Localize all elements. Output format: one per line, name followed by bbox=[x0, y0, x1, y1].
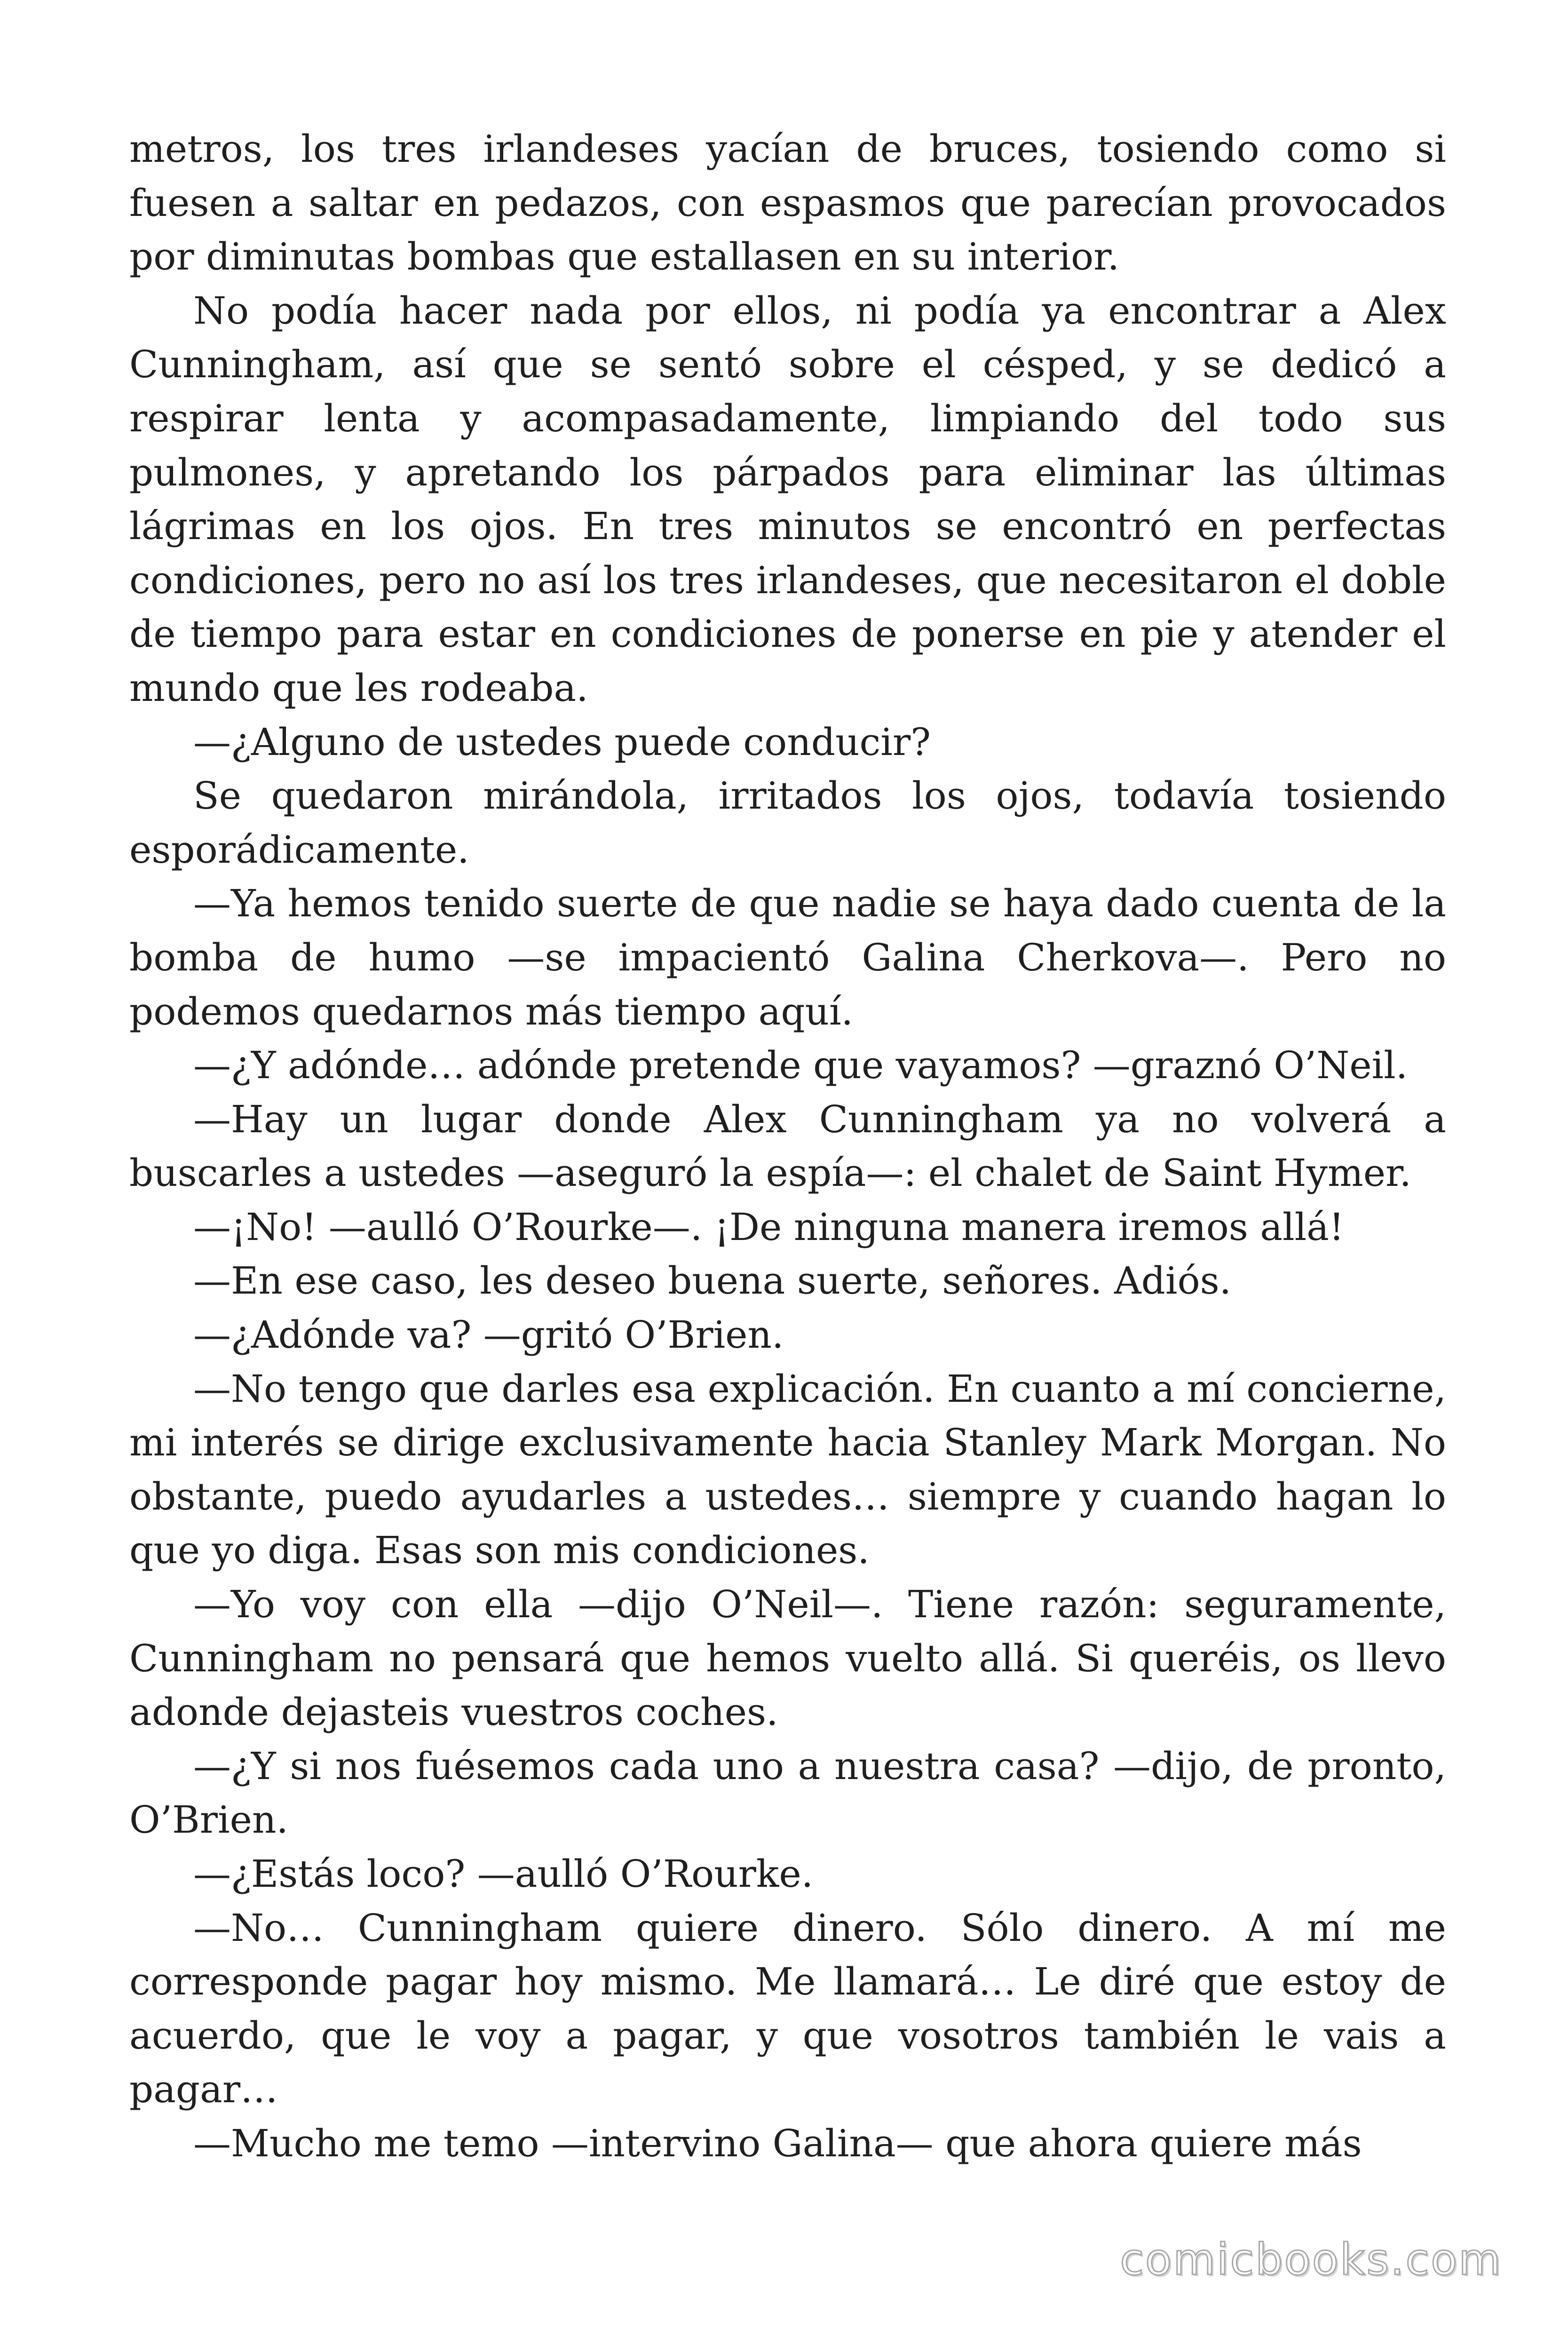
dialogue-line: —Yo voy con ella —dijo O’Neil—. Tiene razón: seguramente, Cunningham no pensará que hemos vuelto allá. Si queréis, os llevo adonde dejasteis vuestros coches. bbox=[129, 1582, 1446, 1734]
dialogue-line: —En ese caso, les deseo buena suerte, señores. Adiós. bbox=[193, 1259, 1232, 1303]
paragraph-continuation: metros, los tres irlandeses yacían de bruces, tosiendo como si fuesen a saltar en pedazos, con espasmos que parecían provocados por diminutas bombas que estallasen en su interior. bbox=[129, 127, 1446, 279]
dialogue-line: —Hay un lugar donde Alex Cunningham ya no volverá a buscarles a ustedes —aseguró la espía—: el chalet de Saint Hymer. bbox=[129, 1097, 1446, 1195]
dialogue-line: —Mucho me temo —intervino Galina— que ahora quiere más bbox=[193, 2121, 1362, 2165]
dialogue-line: —¿Alguno de ustedes puede conducir? bbox=[193, 720, 931, 764]
dialogue-line: —¡No! —aulló O’Rourke—. ¡De ninguna manera iremos allá! bbox=[193, 1205, 1344, 1249]
dialogue-line: —No tengo que darles esa explicación. En cuanto a mí concierne, mi interés se dirige exclusivamente hacia Stanley Mark Morgan. No obstante, puedo ayudarles a ustedes… siempre y cuando hagan lo que yo diga. Esas son mis condiciones. bbox=[129, 1367, 1446, 1573]
dialogue-line: —¿Estás loco? —aulló O’Rourke. bbox=[193, 1852, 814, 1896]
dialogue-line: —¿Adónde va? —gritó O’Brien. bbox=[193, 1313, 784, 1357]
page-body bbox=[129, 122, 1446, 2171]
dialogue-line: —Ya hemos tenido suerte de que nadie se haya dado cuenta de la bomba de humo —se impacientó Galina Cherkova—. Pero no podemos quedarnos más tiempo aquí. bbox=[129, 882, 1446, 1033]
paragraph: No podía hacer nada por ellos, ni podía ya encontrar a Alex Cunningham, así que se sentó sobre el césped, y se dedicó a respirar lenta y acompasadamente, limpiando del todo sus pulmones, y apretando los párpados para eliminar las últimas lágrimas en los ojos. En tres minutos se encontró en perfectas condiciones, pero no así los tres irlandeses, que necesitaron el doble de tiempo para estar en condiciones de ponerse en pie y atender el mundo que les rodeaba. bbox=[129, 288, 1446, 710]
paragraph: Se quedaron mirándola, irritados los ojos, todavía tosiendo esporádicamente. bbox=[129, 774, 1446, 872]
dialogue-line: —¿Y adónde… adónde pretende que vayamos? —graznó O’Neil. bbox=[193, 1043, 1408, 1088]
dialogue-line: —No… Cunningham quiere dinero. Sólo dinero. A mí me corresponde pagar hoy mismo. Me llamará… Le diré que estoy de acuerdo, que le voy a pagar, y que vosotros también le vais a pagar… bbox=[129, 1906, 1446, 2112]
watermark-logo: comicbooks.com bbox=[1120, 2234, 1502, 2285]
dialogue-line: —¿Y si nos fuésemos cada uno a nuestra casa? —dijo, de pronto, O’Brien. bbox=[129, 1744, 1446, 1842]
